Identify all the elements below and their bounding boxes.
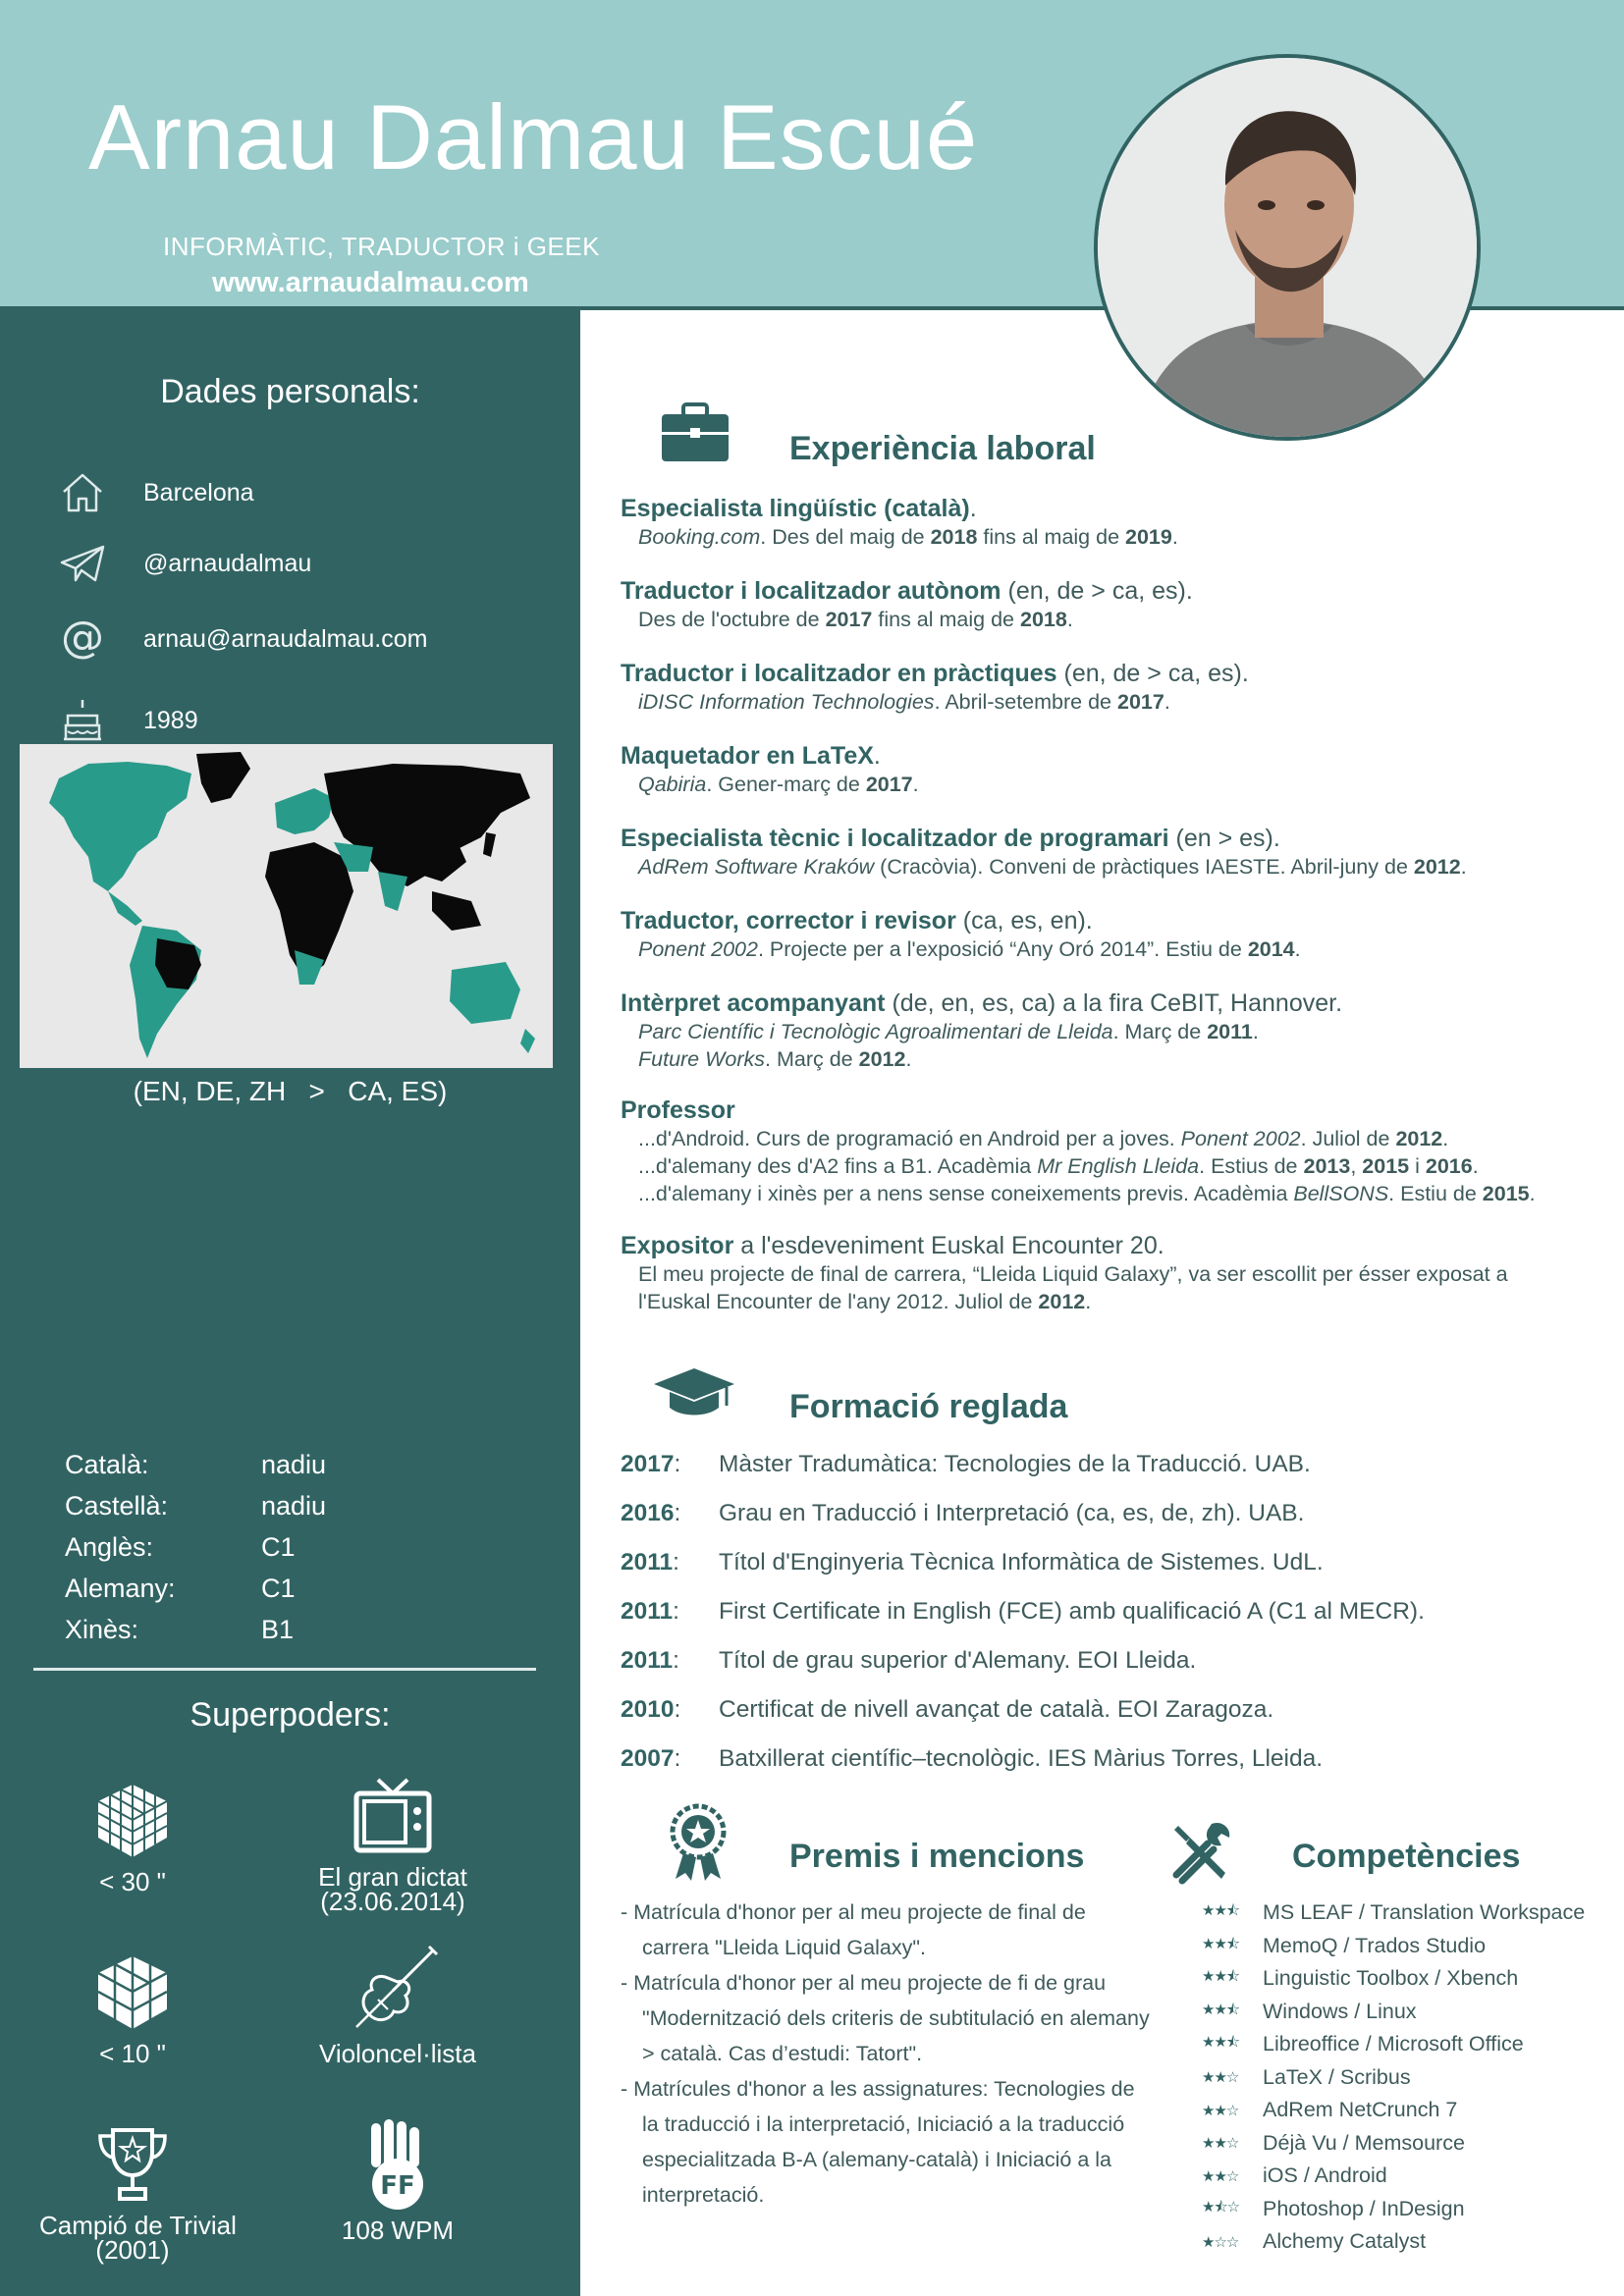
job-title: Traductor i localitzador autònom (en, de > ca, es).: [621, 577, 1193, 605]
skill-text: iOS / Android: [1263, 2163, 1387, 2188]
power-label: < 30 ": [99, 1867, 166, 1896]
paper-plane-icon: [55, 536, 110, 591]
language-row: [65, 1574, 296, 1604]
job-entry: [621, 1232, 1602, 1315]
language-world-map: [20, 744, 553, 1068]
experience-title: Experiència laboral: [789, 430, 1096, 467]
power-label: Campió de Trivial: [39, 2211, 237, 2240]
award-medal-icon: [664, 1802, 732, 1888]
star-rating-icon: ★★☆: [1202, 2069, 1239, 2087]
job-title: Professor: [621, 1096, 735, 1124]
personal-data-title: Dades personals:: [160, 373, 420, 410]
job-title: Especialista lingüístic (català).: [621, 495, 977, 522]
job-detail-line: Parc Científic i Tecnològic Agroalimentari de Lleida. Març de 2011.: [638, 1020, 1259, 1043]
education-text: Títol d'Enginyeria Tècnica Informàtica de Sistemes. UdL.: [719, 1549, 1324, 1575]
job-detail-line: Ponent 2002. Projecte per a l'exposició “Any Oró 2014”. Estiu de 2014.: [638, 937, 1301, 961]
job-entry: [621, 660, 1602, 716]
language-level: nadiu: [261, 1450, 327, 1479]
keyboard-hand-icon: [304, 2115, 491, 2218]
education-text: Títol de grau superior d'Alemany. EOI Lleida.: [719, 1647, 1197, 1674]
language-level: C1: [261, 1574, 296, 1603]
job-detail-line: l'Euskal Encounter de l'any 2012. Juliol de 2012.: [638, 1290, 1092, 1313]
rubiks-cube-icon: [54, 1777, 211, 1870]
star-rating-icon: ★★⯪: [1202, 1935, 1240, 1952]
television-icon: [295, 1772, 491, 1865]
language-map-caption: (EN, DE, ZH > CA, ES): [133, 1076, 448, 1106]
award-item: - Matrícula d'honor per al meu projecte de final de carrera "Lleida Liquid Galaxy".: [621, 1900, 1086, 1959]
awards-list: [621, 1895, 1151, 2213]
job-title: Maquetador en LaTeX.: [621, 742, 881, 770]
star-rating-icon: ★★☆: [1202, 2102, 1239, 2119]
power-label: El gran dictat: [318, 1862, 467, 1892]
skill-item: [1202, 2127, 1585, 2161]
language-name: Alemany:: [65, 1574, 176, 1603]
trophy-icon: [39, 2120, 226, 2214]
skill-text: MemoQ / Trados Studio: [1263, 1933, 1487, 1957]
education-title: Formació reglada: [789, 1388, 1068, 1425]
education-item: [621, 1696, 1273, 1724]
job-detail-line: ...d'Android. Curs de programació en Android per a joves. Ponent 2002. Juliol de 2012.: [638, 1127, 1449, 1150]
skill-text: Alchemy Catalyst: [1263, 2229, 1427, 2254]
power-label-date: (23.06.2014): [320, 1887, 465, 1916]
skill-text: LaTeX / Scribus: [1263, 2064, 1411, 2089]
language-name: Català:: [65, 1450, 149, 1479]
star-rating-icon: ★★⯪: [1202, 2001, 1240, 2018]
job-title: Traductor, corrector i revisor (ca, es, en).: [621, 907, 1093, 934]
language-name: Anglès:: [65, 1532, 154, 1562]
personal-item-birth: [55, 693, 198, 748]
person-name: Arnau Dalmau Escué: [88, 85, 979, 188]
job-detail-line: Booking.com. Des del maig de 2018 fins al maig de 2019.: [638, 525, 1178, 549]
education-year: 2011:: [621, 1598, 679, 1625]
education-item: [621, 1598, 1425, 1626]
job-detail-line: Des de l'octubre de 2017 fins al maig de 2018.: [638, 608, 1073, 631]
tools-icon: [1168, 1818, 1235, 1890]
skills-list: [1202, 1896, 1585, 2259]
skill-item: [1202, 2160, 1585, 2193]
skill-item: [1202, 1962, 1585, 1996]
skill-item: [1202, 2193, 1585, 2226]
education-year: 2010:: [621, 1696, 681, 1723]
skill-text: Libreoffice / Microsoft Office: [1263, 2032, 1524, 2056]
job-detail-line: Future Works. Març de 2012.: [638, 1047, 912, 1071]
education-year: 2011:: [621, 1647, 679, 1674]
skill-item: [1202, 1996, 1585, 2029]
personal-birth-text: 1989: [143, 706, 198, 734]
svg-text:FF: FF: [380, 2171, 415, 2201]
skills-title: Competències: [1292, 1838, 1521, 1875]
star-rating-icon: ★⯪☆: [1202, 2198, 1240, 2216]
education-year: 2007:: [621, 1745, 681, 1772]
briefcase-icon: [660, 402, 731, 468]
language-level: nadiu: [261, 1491, 327, 1521]
graduation-cap-icon: [652, 1364, 736, 1424]
job-detail-line: El meu projecte de final de carrera, “Lleida Liquid Galaxy”, va ser escollit per ésser exposat a: [638, 1262, 1508, 1286]
language-row: [65, 1491, 327, 1522]
education-item: [621, 1451, 1311, 1478]
birthday-cake-icon: [55, 693, 110, 748]
skill-text: Déjà Vu / Memsource: [1263, 2130, 1465, 2155]
violoncello-icon: [304, 1939, 491, 2042]
award-item: - Matrícula d'honor per al meu projecte de fi de grau "Modernització dels criteris de subtitulació en alemany > català. Cas d’estudi: Tatort".: [621, 1971, 1150, 2065]
education-text: First Certificate in English (FCE) amb qualificació A (C1 al MECR).: [719, 1598, 1425, 1625]
home-icon: [55, 465, 110, 520]
job-detail-line: Qabiria. Gener-març de 2017.: [638, 773, 919, 796]
awards-title: Premis i mencions: [789, 1838, 1085, 1875]
education-item: [621, 1647, 1196, 1675]
star-rating-icon: ★★⯪: [1202, 1902, 1240, 1920]
education-text: Certificat de nivell avançat de català. EOI Zaragoza.: [719, 1696, 1274, 1723]
language-row: [65, 1532, 296, 1563]
rubiks-cube-small-icon: [54, 1949, 211, 2042]
star-rating-icon: ★★☆: [1202, 2167, 1239, 2185]
education-item: [621, 1500, 1304, 1527]
skill-item: [1202, 2225, 1585, 2259]
svg-text:@: @: [61, 614, 104, 663]
divider: [33, 1668, 536, 1671]
power-item: [304, 1939, 491, 2066]
job-detail-line: iDISC Information Technologies. Abril-setembre de 2017.: [638, 690, 1170, 714]
personal-item-city: [55, 465, 254, 520]
education-year: 2011:: [621, 1549, 679, 1575]
job-title: Traductor i localitzador en pràctiques (en, de > ca, es).: [621, 660, 1249, 687]
language-row: [65, 1615, 295, 1645]
job-entry: [621, 907, 1602, 963]
skill-item: [1202, 2094, 1585, 2127]
language-row: [65, 1450, 327, 1480]
skill-text: Windows / Linux: [1263, 1999, 1417, 2023]
skill-text: Photoshop / InDesign: [1263, 2196, 1465, 2220]
language-level: B1: [261, 1615, 295, 1644]
power-item: [304, 2115, 491, 2243]
power-label-year: (2001): [95, 2235, 170, 2265]
skill-text: Linguistic Toolbox / Xbench: [1263, 1966, 1519, 1991]
education-text: Grau en Traducció i Interpretació (ca, es, de, zh). UAB.: [719, 1500, 1305, 1526]
education-item: [621, 1549, 1324, 1576]
personal-city-text: Barcelona: [143, 478, 254, 507]
language-level: C1: [261, 1532, 296, 1562]
profile-photo: [1094, 54, 1481, 441]
person-subtitle: INFORMÀTIC, TRADUCTOR i GEEK: [163, 232, 600, 261]
job-detail-line: ...d'alemany des d'A2 fins a B1. Acadèmia Mr English Lleida. Estius de 2013, 2015 i 2016.: [638, 1154, 1479, 1178]
skill-item: [1202, 2061, 1585, 2095]
personal-item-email: [55, 612, 428, 667]
education-text: Batxillerat científic–tecnològic. IES Màrius Torres, Lleida.: [719, 1745, 1324, 1772]
star-rating-icon: ★★⯪: [1202, 2034, 1240, 2052]
language-name: Xinès:: [65, 1615, 139, 1644]
power-label: Violoncel·lista: [319, 2039, 476, 2068]
power-item: [39, 2120, 237, 2265]
power-label: 108 WPM: [341, 2216, 455, 2245]
language-name: Castellà:: [65, 1491, 169, 1521]
power-item: [54, 1949, 211, 2066]
job-entry: [621, 989, 1602, 1073]
job-entry: [621, 495, 1602, 551]
job-title: Expositor a l'esdeveniment Euskal Encounter 20.: [621, 1232, 1164, 1259]
job-title: Especialista tècnic i localitzador de programari (en > es).: [621, 825, 1280, 852]
job-detail-line: ...d'alemany i xinès per a nens sense coneixements previs. Acadèmia BellSONS. Estiu de 2015.: [638, 1182, 1536, 1205]
power-item: [295, 1772, 491, 1914]
star-rating-icon: ★★☆: [1202, 2135, 1239, 2153]
education-year: 2017:: [621, 1451, 681, 1477]
personal-item-twitter: [55, 536, 312, 591]
power-item: [54, 1777, 211, 1895]
job-entry: [621, 1096, 1602, 1207]
personal-email-text[interactable]: arnau@arnaudalmau.com: [143, 624, 428, 653]
award-item: - Matrícules d'honor a les assignatures: Tecnologies de la traducció i la interpretació, Iniciació a la traducció especialitzada B-A (alemany-català) i Iniciació a la interpretació.: [621, 2077, 1135, 2207]
personal-twitter-text[interactable]: @arnaudalmau: [143, 549, 312, 577]
skill-item: [1202, 1896, 1585, 1930]
skill-text: MS LEAF / Translation Workspace: [1263, 1900, 1586, 1925]
star-rating-icon: ★★⯪: [1202, 1968, 1240, 1986]
skill-item: [1202, 1930, 1585, 1963]
education-item: [621, 1745, 1323, 1773]
skill-text: AdRem NetCrunch 7: [1263, 2098, 1458, 2122]
star-rating-icon: ★☆☆: [1202, 2233, 1239, 2251]
job-title: Intèrpret acompanyant (de, en, es, ca) a la fira CeBIT, Hannover.: [621, 989, 1343, 1017]
job-detail-line: AdRem Software Kraków (Cracòvia). Conveni de pràctiques IAESTE. Abril-juny de 2012.: [638, 855, 1467, 879]
at-sign-icon: [55, 612, 110, 667]
skill-item: [1202, 2028, 1585, 2061]
job-entry: [621, 742, 1602, 798]
power-label: < 10 ": [99, 2039, 166, 2068]
job-entry: [621, 577, 1602, 633]
website-link[interactable]: www.arnaudalmau.com: [212, 267, 529, 298]
education-text: Màster Tradumàtica: Tecnologies de la Traducció. UAB.: [719, 1451, 1311, 1477]
superpowers-title: Superpoders:: [189, 1696, 391, 1734]
job-entry: [621, 825, 1602, 881]
education-year: 2016:: [621, 1500, 681, 1526]
